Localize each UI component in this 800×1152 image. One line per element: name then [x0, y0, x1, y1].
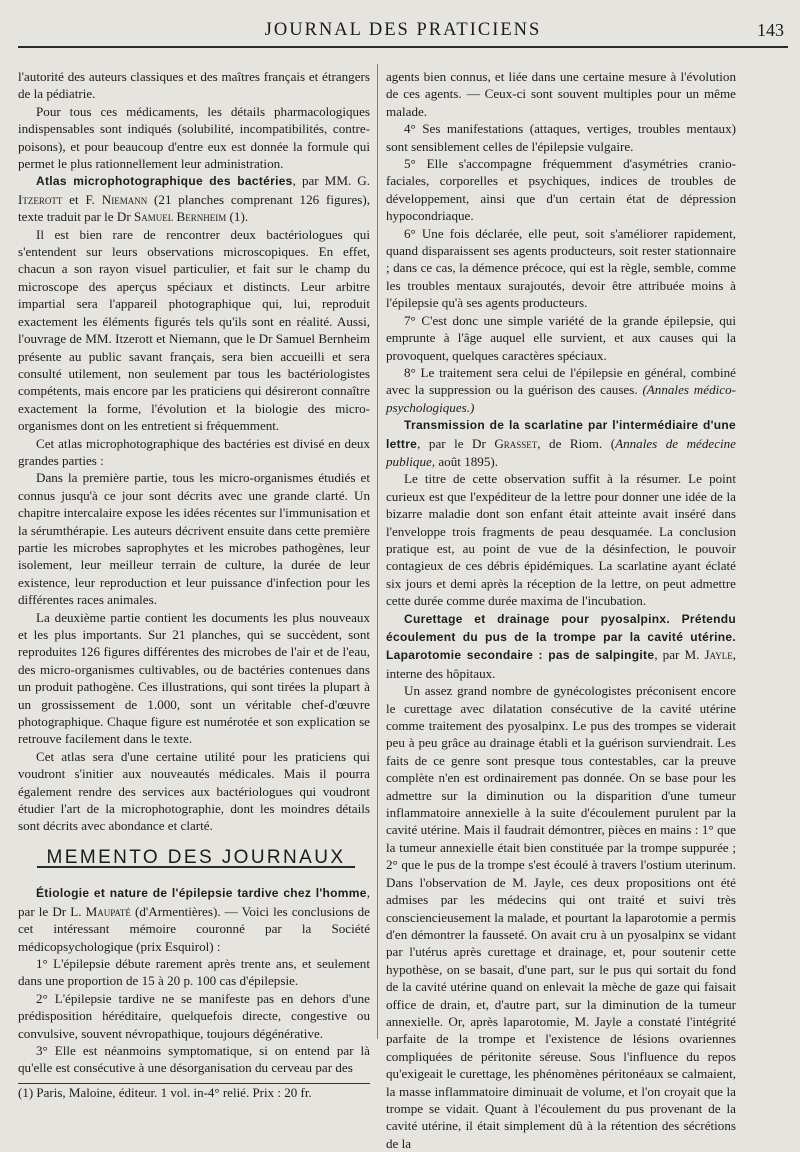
- conclusion-item: 6° Une fois déclarée, elle peut, soit s'améliorer rapidement, quand disparaissent ses agents producteurs, soit rester stationnaire ; dans ce cas, la démence précoce, qui est la règle, semble, comme les troubles mentaux surajoutés, devoir être attribuée moins à l'épilepsie qu'à ses agents producteurs.: [386, 225, 736, 311]
- article-title: Curettage et drainage pour pyosalpinx. Prétendu écoulement du pus de la trompe par la cavité utérine. Laparotomie secondaire : pas de salpingite: [386, 611, 736, 663]
- article-title: Atlas microphotographique des bactéries: [36, 174, 293, 189]
- column-divider: [377, 64, 378, 1039]
- article-title: Étiologie et nature de l'épilepsie tardive chez l'homme: [36, 886, 367, 901]
- conclusion-item: 7° C'est donc une simple variété de la grande épilepsie, qui emprunte à l'âge auquel elle survient, et aux causes qui la provoquent, quelques caractères spéciaux.: [386, 312, 736, 363]
- page-number: 143: [757, 20, 784, 40]
- paragraph: agents bien connus, et liée dans une certaine mesure à l'évolution de ces agents. — Ceux-ci sont souvent multiples pour un même malade.: [386, 69, 736, 119]
- journal-title: JOURNAL DES PRATICIENS: [264, 20, 542, 40]
- paragraph: Un assez grand nombre de gynécologistes préconisent encore le curettage avec dilatation consécutive de la cavité utérine comme traitement des pyosalpinx. Le pus des trompes se viderait peu à peu grâce au drainage établi et la guérison surviendrait. Les faits de ce genre sont presque tous contestables, car la preuve complète n'en est ordinairement pas donnée. On se base pour les admettre sur la diminution ou la disparition d'une tumeur inflammatoire annexielle à la suite d'écoulement purulent par la cavité utérine. Mais il faudrait démontrer, pièces en mains : 1° que la tumeur annexielle était bien constituée par la trompe suppurée ; 2° que le pus de la trompe s'est écoulé à travers l'ostium uterinum. Dans l'observation de M. Jayle, ces deux propositions ont été admises par les médecins qui ont traité et suivi très consciencieusement la malade, et pourtant la laparotomie a permis d'en démontrer la fausseté. On avait cru à un pyosalpinx se vidant par l'utérus après curettage et drainage, et, pour soutenir cette hypothèse, on se basait, d'une part, sur le pus qui sortait du fond de la cavité utérine quand on enlevait la mèche de gaze qui faisait office de drain, et, d'autre part, sur la diminution de la tumeur annexielle. Or, après laparotomie, M. Jayle a constaté l'intégrité parfaite de la trompe et l'existence de lésions ovariennes compliquées de péritonite séreuse. Sous l'influence du repos qu'exigeait le curettage, les phénomènes péritonéaux se calmaient, la masse inflammatoire diminuait de volume, et l'on croyait que la trompe se vidait. Quant à l'écoulement du pus provenant de la cavité utérine, il était simplement dû à la rétention des sécrétions de la: [386, 683, 736, 1151]
- conclusion-item: 3° Elle est néanmoins symptomatique, si on entend par là qu'elle est consécutive à une désorganisation du cerveau par des: [18, 1042, 370, 1076]
- header-rule: [18, 46, 788, 48]
- author-name: Grasset: [494, 435, 538, 451]
- conclusion-item: 2° L'épilepsie tardive ne se manifeste pas en dehors d'une prédisposition héréditaire, quelquefois directe, congestive ou convulsive, souvent névropathique, toujours dégénérative.: [18, 990, 370, 1041]
- source-citation: (Annales médico-psychologiques.): [386, 382, 736, 415]
- article-title: Transmission de la scarlatine par l'intermédiaire d'une lettre: [386, 418, 736, 451]
- page-header: [18, 20, 788, 46]
- source-citation: Annales de médecine publique: [386, 435, 736, 469]
- paragraph: Il est bien rare de rencontrer deux bactériologues qui s'entendent sur leurs observations microscopiques. En effet, chacun a son rayon visuel particulier, et fait sur le champ du microscope des aperçus spéciaux et distincts. Leur arbitre impartial sera l'appareil photographique qui, lui, reproduit exactement les éléments figurés tels qu'ils sont en réalité. Aussi, l'ouvrage de MM. Itzerott et Niemann, que le Dr Samuel Bernheim présente au public savant français, sera bien accueilli et sera consulté utilement, non seulement par tous les bactériologistes compétents, mais encore par les praticiens qui désireront connaître exactement la forme, l'évolution et la biologie des micro-organismes dont on les entretient si fréquemment.: [18, 226, 370, 434]
- section-heading: [18, 846, 370, 868]
- footnote: (1) Paris, Maloine, éditeur. 1 vol. in-4° relié. Prix : 20 fr.: [18, 1084, 312, 1100]
- paragraph: l'autorité des auteurs classiques et des maîtres français et étrangers de la pédiatrie.: [18, 69, 370, 102]
- conclusion-item: 1° L'épilepsie débute rarement après trente ans, et seulement dans une proportion de 15 à 20 p. 100 cas d'épilepsie.: [18, 955, 370, 989]
- paragraph: Cet atlas sera d'une certaine utilité pour les praticiens qui voudront s'initier aux nouveautés médicales. Mais il pourra également rendre des services aux bactériologues qui voudront étudier l'art de la microphotographie, dont les moindres détails sont décrits avec abondance et clarté.: [18, 748, 370, 834]
- right-column: [386, 68, 736, 1152]
- author-name: Itzerott: [18, 191, 63, 207]
- paragraph: Pour tous ces médicaments, les détails pharmacologiques indispensables sont indiqués (solubilité, incompatibilités, contre-poisons), et pour beaucoup d'entre eux est donnée la formule qui permet le plus rationnellement leur administration.: [18, 103, 370, 172]
- paragraph: Dans la première partie, tous les micro-organismes étudiés et connus jusqu'à ce jour sont décrits avec une grande clarté. Un chapitre intercalaire expose les idées récentes sur l'immunisation et la sérumthérapie. Les auteurs décrivent ensuite dans cette première partie les microbes saprophytes et les microbes pathogènes, leur isolement, leur meilleur terrain de culture, la durée de leur existence, leur reproduction et leur puissance d'infection pour les différentes races animales.: [18, 470, 370, 608]
- left-column: [18, 68, 370, 1101]
- conclusion-item: 8° Le traitement sera celui de l'épilepsie en général, combiné avec la suppression ou la guérison des causes. (Annales médico-psychologiques.): [386, 364, 736, 415]
- conclusion-item: 4° Ses manifestations (attaques, vertiges, troubles mentaux) sont sensiblement celles de l'épilepsie vulgaire.: [386, 121, 736, 154]
- paragraph: Cet atlas microphotographique des bactéries est divisé en deux grandes parties :: [18, 435, 370, 468]
- paragraph: Le titre de cette observation suffit à la résumer. Le point curieux est que l'expéditeur de la lettre pour donner une idée de la bizarre maladie dont son enfant était atteinte avait inséré dans l'enveloppe trois fragments de peau desquamée. La conclusion pratique est, au point de vue de la désinfection, le pouvoir contagieux de ces débris épidémiques. La scarlatine ayant éclaté six jours et demi après la réception de la lettre, on peut admettre cette durée comme durée maxima de l'incubation.: [386, 471, 736, 609]
- article-heading-transmission: Transmission de la scarlatine par l'intermédiaire d'une lettre, par le Dr Grasset, de Riom. (Annales de médecine publique, août 1895).: [386, 418, 736, 469]
- article-heading-atlas: Atlas microphotographique des bactéries, par MM. G. Itzerott et F. Niemann (21 planches comprenant 126 figures), texte traduit par le Dr Samuel Bernheim (1).: [18, 173, 370, 225]
- author-name: Jayle: [704, 647, 733, 663]
- author-name: Niemann: [101, 191, 148, 207]
- paragraph: La deuxième partie contient les documents les plus nouveaux et les plus importants. Sur 21 planches, qui se succèdent, sont reproduites 126 figures différentes des microbes de l'air et de l'eau, des micro-organismes cultivables, ou de bactéries contenues dans un produit pathogène. Ces illustrations, qui sont tirées la plupart à un grossissement de 1.000, sont un véritable chef-d'œuvre photographique. Chaque figure est numérotée et son explication se retrouve facilement dans le texte.: [18, 609, 370, 747]
- article-heading-curettage: Curettage et drainage pour pyosalpinx. Prétendu écoulement du pus de la trompe par la cavité utérine. Laparotomie secondaire : pas de salpingite, par M. Jayle, interne des hôpitaux.: [386, 611, 736, 681]
- author-name: Samuel Bernheim: [133, 209, 227, 225]
- memento-title: MEMENTO DES JOURNAUX: [37, 849, 356, 868]
- article-heading-etiologie: Étiologie et nature de l'épilepsie tardive chez l'homme, par le Dr L. Maupaté (d'Armentières). — Voici les conclusions de cet intéressant mémoire couronné par la Société médicopsychologique (prix Esquirol) :: [18, 885, 370, 954]
- author-name: Maupaté: [85, 903, 131, 919]
- conclusion-item: 5° Elle s'accompagne fréquemment d'asymétries cranio-faciales, corporelles et psychiques, indices de troubles de développement, ainsi que d'un certain état de dépression hypocondriaque.: [386, 156, 736, 224]
